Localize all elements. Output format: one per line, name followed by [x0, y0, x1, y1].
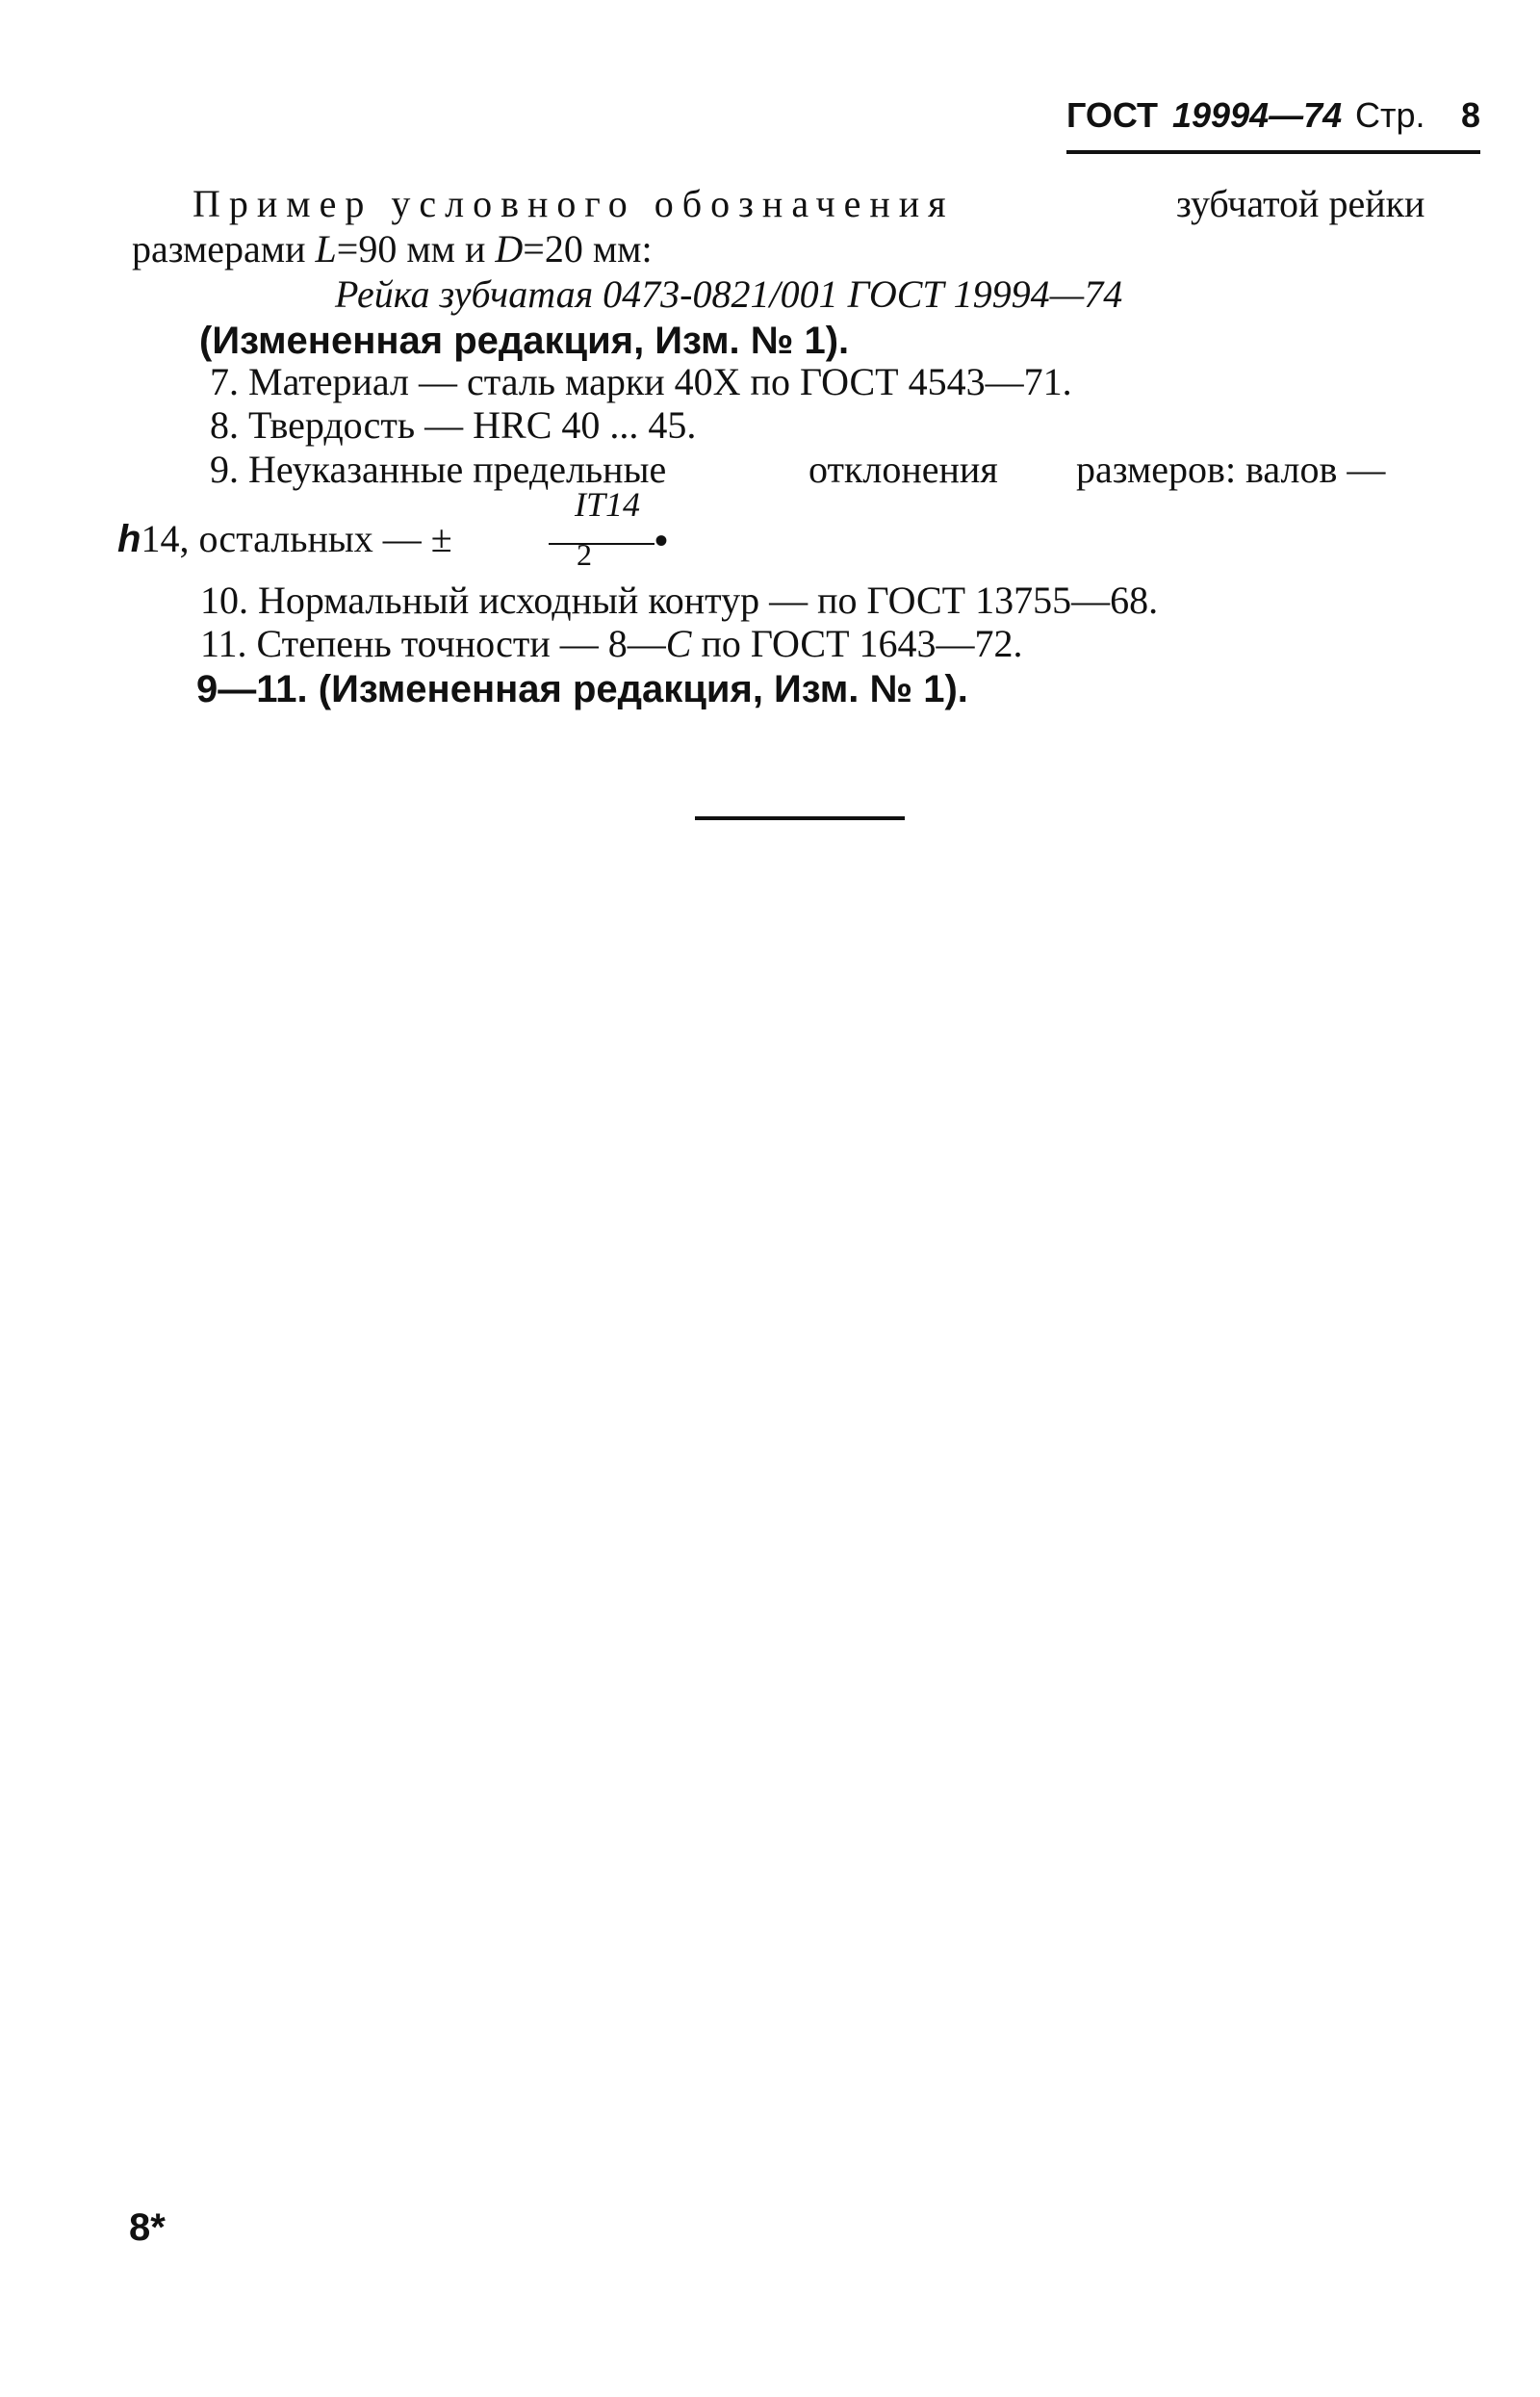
page-header: [1066, 94, 1480, 154]
item-9-continuation: [117, 516, 452, 562]
fraction-dot: •: [654, 519, 669, 562]
header-page-label: Стр.: [1355, 95, 1425, 135]
header-gost: ГОСТ: [1066, 95, 1159, 135]
example-label-line: [192, 181, 955, 227]
item-8: 8. Твердость — HRC 40 ... 45.: [210, 403, 697, 447]
revision-note-2: 9—11. (Измененная редакция, Изм. № 1).: [196, 668, 968, 710]
header-standard-number: 19994—74: [1172, 95, 1343, 135]
item-9-end: размеров: валов —: [1076, 448, 1386, 491]
dims-L-symbol: L: [315, 227, 337, 271]
item-11-c: C: [665, 622, 692, 665]
fraction-denominator: 2: [577, 537, 592, 572]
item-7: 7. Материал — сталь марки 40Х по ГОСТ 4543—71.: [210, 360, 1072, 403]
section-divider: [695, 816, 905, 820]
item-11-end: по ГОСТ 1643—72.: [701, 622, 1023, 665]
item-9-cont: 14, остальных — ±: [141, 517, 452, 560]
designation-example: Рейка зубчатая 0473-0821/001 ГОСТ 19994—74: [335, 272, 1123, 316]
example-label: Пример условного обозначения: [192, 182, 955, 225]
fraction-bar: [549, 543, 654, 545]
fraction-numerator: IT14: [575, 485, 641, 524]
item-9-mid: отклонения: [808, 448, 998, 491]
dims-D-symbol: D: [495, 227, 524, 271]
dimensions-line: [132, 226, 653, 272]
dims-L-value: =90 мм и: [336, 227, 486, 271]
header-page-number: 8: [1461, 95, 1481, 135]
item-9-start: 9. Неуказанные предельные: [210, 448, 667, 491]
item-10: 10. Нормальный исходный контур — по ГОСТ 13755—68.: [200, 579, 1159, 622]
dims-D-value: =20 мм:: [523, 227, 653, 271]
revision-note-1: (Измененная редакция, Изм. № 1).: [199, 320, 850, 362]
item-11: [200, 621, 1023, 667]
item-11-start: 11. Степень точности — 8—: [200, 622, 666, 665]
dims-prefix: размерами: [132, 227, 306, 271]
item-9-h-symbol: h: [117, 518, 141, 560]
example-tail: зубчатой рейки: [1176, 182, 1425, 225]
footer-signature: 8*: [129, 2206, 166, 2249]
